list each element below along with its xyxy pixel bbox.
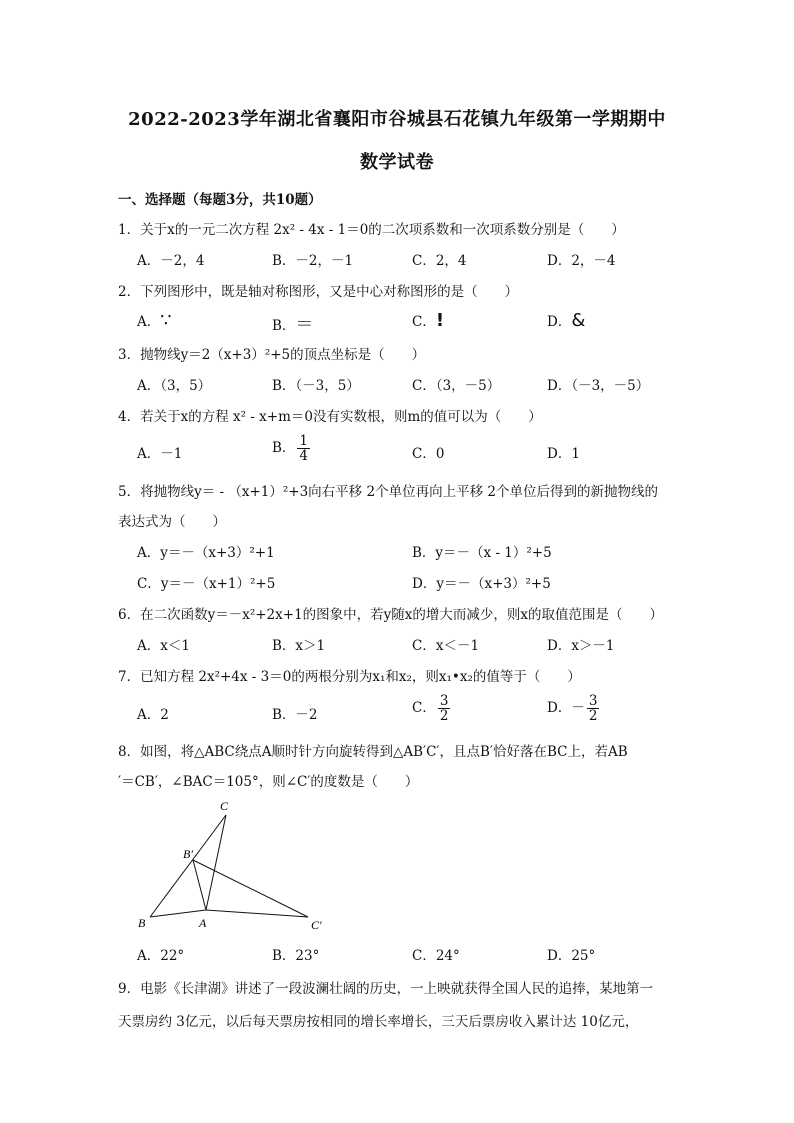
question-4-option-c: C．0 <box>412 446 445 462</box>
option-label: C． <box>412 314 436 330</box>
question-3-option-b: B．（－3，5） <box>272 378 360 394</box>
numerator: 3 <box>439 693 449 709</box>
fraction <box>587 694 600 723</box>
question-7-option-d <box>547 694 599 723</box>
triangle-rotation-figure <box>130 795 340 935</box>
question-6-option-b: B．x＞1 <box>272 638 326 654</box>
option-label: D． <box>547 314 572 330</box>
question-4-stem: 4．若关于x的方程 x² - x+m＝0没有实数根，则m的值可以为（ ） <box>118 409 542 425</box>
option-label: A． <box>137 314 161 330</box>
label-B: B <box>138 916 146 930</box>
segment-B-C <box>150 815 226 917</box>
section-heading: 一、选择题（每题3分，共10题） <box>118 192 322 208</box>
question-3-option-a: A．（3，5） <box>137 378 212 394</box>
segment-B-A <box>150 910 206 917</box>
question-1-option-a: A．－2，4 <box>137 253 205 269</box>
segment-A-C1 <box>206 910 308 917</box>
question-8-option-c: C．24° <box>412 948 460 964</box>
question-6-option-a: A．x＜1 <box>137 638 190 654</box>
question-5-option-d: D．y＝－（x+3）²+5 <box>412 576 551 592</box>
question-4-option-d: D．1 <box>547 446 580 462</box>
denominator: 2 <box>439 708 449 724</box>
question-2-stem: 2．下列图形中，既是轴对称图形，又是中心对称图形的是（ ） <box>118 284 519 300</box>
question-2-option-c <box>412 310 444 331</box>
segment-B1-A <box>193 860 206 910</box>
question-9-stem-line2: 天票房约 3亿元，以后每天票房按相同的增长率增长，三天后票房收入累计达 10亿元， <box>118 1014 639 1030</box>
question-6-stem: 6．在二次函数y＝－x²+2x+1的图象中，若y随x的增大而减少，则x的取值范围是（ ） <box>118 607 664 623</box>
question-7-option-b: B．－2 <box>272 707 318 723</box>
ampersand-symbol: & <box>571 310 586 331</box>
page-title: 2022-2023学年湖北省襄阳市谷城县石花镇九年级第一学期期中 <box>128 109 666 130</box>
denominator: 4 <box>299 448 309 464</box>
question-2-option-a <box>137 310 172 331</box>
question-8-option-d: D．25° <box>547 948 596 964</box>
question-5-option-c: C．y＝－（x+1）²+5 <box>137 576 276 592</box>
fraction <box>297 434 310 463</box>
option-label: D．－ <box>547 700 585 716</box>
question-5-stem-line2: 表达式为（ ） <box>118 514 226 530</box>
label-B-prime: B′ <box>183 847 193 861</box>
question-1-option-c: C．2，4 <box>412 253 467 269</box>
question-3-option-d: D．（－3，－5） <box>547 378 650 394</box>
label-C-prime: C′ <box>311 918 322 932</box>
question-8-option-a: A．22° <box>137 948 185 964</box>
question-8-option-b: B．23° <box>272 948 320 964</box>
label-C: C <box>220 799 229 813</box>
question-5-option-b: B．y＝－（x - 1）²+5 <box>412 545 552 561</box>
question-8-stem-line1: 8．如图，将△ABC绕点A顺时针方向旋转得到△AB′C′，且点B′恰好落在BC上，若AB <box>118 744 628 760</box>
question-7-option-a: A．2 <box>137 707 169 723</box>
denominator: 2 <box>588 708 598 724</box>
question-9-stem-line1: 9．电影《长津湖》讲述了一段波澜壮阔的历史，一上映就获得全国人民的追捧，某地第一 <box>118 981 654 997</box>
question-1-option-b: B．－2，－1 <box>272 253 354 269</box>
question-5-option-a: A．y＝－（x+3）²+1 <box>137 545 275 561</box>
equals-symbol: ＝ <box>295 314 314 335</box>
question-3-option-c: C．（3，－5） <box>412 378 501 394</box>
question-2-option-b <box>272 310 313 336</box>
question-7-stem: 7．已知方程 2x²+4x - 3＝0的两根分别为x₁和x₂，则x₁•x₂的值等于（ ） <box>118 669 581 685</box>
fraction <box>438 694 451 723</box>
numerator: 1 <box>299 433 309 449</box>
question-4-option-b <box>272 434 310 463</box>
question-8-stem-line2: ′＝CB′，∠BAC＝105°，则∠C′的度数是（ ） <box>118 774 419 790</box>
question-2-option-d <box>547 310 585 331</box>
question-6-option-d: D．x＞－1 <box>547 638 615 654</box>
question-1-stem: 1．关于x的一元二次方程 2x² - 4x - 1＝0的二次项系数和一次项系数分别是（ ） <box>118 222 625 238</box>
option-label: C． <box>412 700 436 716</box>
question-6-option-c: C．x＜－1 <box>412 638 480 654</box>
label-A: A <box>199 916 207 930</box>
option-label: B． <box>272 318 296 334</box>
question-4-option-a: A．－1 <box>137 446 183 462</box>
numerator: 3 <box>588 693 598 709</box>
page-subtitle: 数学试卷 <box>360 152 434 173</box>
question-3-stem: 3．抛物线y＝2（x+3）²+5的顶点坐标是（ ） <box>118 347 426 363</box>
question-5-stem-line1: 5．将抛物线y＝ - （x+1）²+3向右平移 2个单位再向上平移 2个单位后得到的新抛物线的 <box>118 484 658 500</box>
because-symbol: ∵ <box>160 310 172 331</box>
exclamation-symbol: ! <box>435 310 445 331</box>
question-1-option-d: D．2，－4 <box>547 253 616 269</box>
question-7-option-c <box>412 694 450 723</box>
option-label: B． <box>272 440 296 456</box>
